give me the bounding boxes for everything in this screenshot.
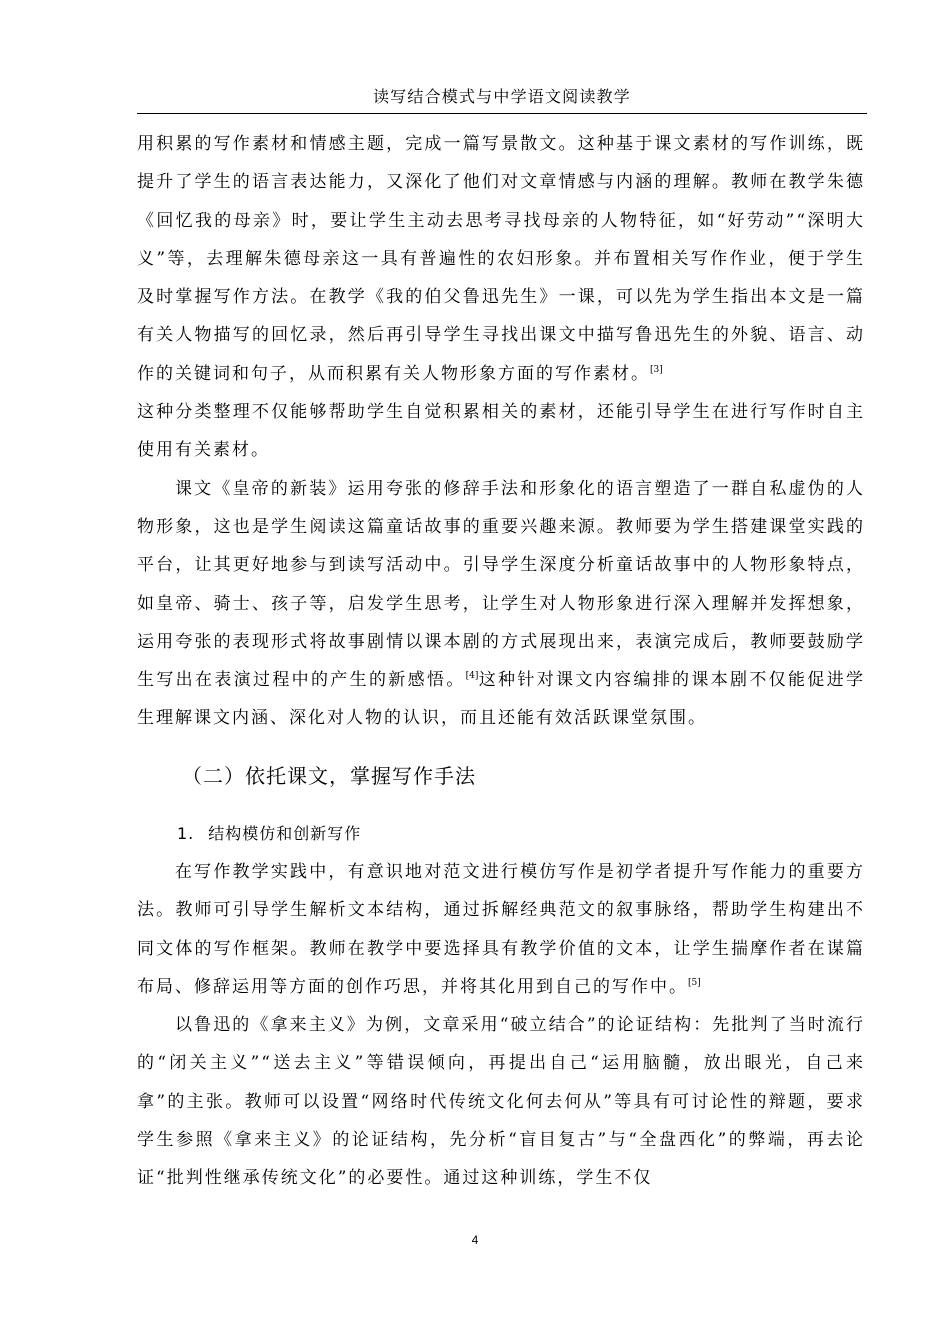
- paragraph-text: 这种针对课文内容编排的课本剧不仅能促进学生理解课文内涵、深化对人物的认识，而且还能有效活跃课堂氛围。: [137, 670, 866, 729]
- citation: [3]: [650, 364, 663, 375]
- subsection-number: 1.: [177, 824, 195, 843]
- subsection-title: 结构模仿和创新写作: [208, 824, 362, 843]
- body-text-bottom: [137, 853, 865, 1198]
- paragraph: [137, 125, 865, 470]
- paragraph-text: 这种分类整理不仅能够帮助学生自觉积累相关的素材，还能引导学生在进行写作时自主使用有关素材。: [137, 402, 865, 461]
- header-rule: [137, 113, 867, 114]
- paragraph-text: 在写作教学实践中，有意识地对范文进行模仿写作是初学者提升写作能力的重要方法。教师可引导学生解析文本结构，通过拆解经典范文的叙事脉络，帮助学生构建出不同文体的写作框架。教师在教学中要选择具有教学价值的文本，让学生揣摩作者在谋篇布局、修辞运用等方面的创作巧思，并将其化用到自己的写作中。: [137, 862, 865, 997]
- paragraph-text: 用积累的写作素材和情感主题，完成一篇写景散文。这种基于课文素材的写作训练，既提升了学生的语言表达能力，又深化了他们对文章情感与内涵的理解。教师在教学朱德《回忆我的母亲》时，要让学生主动去思考寻找母亲的人物特征，如“好劳动”“深明大义”等，去理解朱德母亲这一具有普遍性的农妇形象。并布置相关写作作业，便于学生及时掌握写作方法。在教学《我的伯父鲁迅先生》一课，可以先为学生指出本文是一篇有关人物描写的回忆录，然后再引导学生寻找出课文中描写鲁迅先生的外貌、语言、动作的关键词和句子，从而积累有关人物形象方面的写作素材。: [137, 134, 865, 384]
- page-number: 4: [471, 1233, 479, 1247]
- paragraph: [137, 1006, 865, 1197]
- paragraph: [137, 470, 865, 738]
- paragraph-text: 以鲁迅的《拿来主义》为例，文章采用“破立结合”的论证结构：先批判了当时流行的“闭关主义”“送去主义”等错误倾向，再提出自己“运用脑髓，放出眼光，自己来拿”的主张。教师可以设置“网络时代传统文化何去何从”等具有可讨论性的辩题，要求学生参照《拿来主义》的论证结构，先分析“盲目复古”与“全盘西化”的弊端，再去论证“批判性继承传统文化”的必要性。通过这种训练，学生不仅: [137, 1015, 865, 1189]
- section-heading: （二）依托课文，掌握写作手法: [182, 764, 476, 788]
- citation: [5]: [688, 977, 701, 988]
- paragraph-text: 课文《皇帝的新装》运用夸张的修辞手法和形象化的语言塑造了一群自私虚伪的人物形象，这也是学生阅读这篇童话故事的重要兴趣来源。教师要为学生搭建课堂实践的平台，让其更好地参与到读写活动中。引导学生深度分析童话故事中的人物形象特点，如皇帝、骑士、孩子等，启发学生思考，让学生对人物形象进行深入理解并发挥想象，运用夸张的表现形式将故事剧情以课本剧的方式展现出来，表演完成后，教师要鼓励学生写出在表演过程中的产生的新感悟。: [137, 478, 865, 691]
- citation: [4]: [465, 671, 479, 682]
- paragraph: [137, 853, 865, 1006]
- body-text-top: [137, 125, 865, 738]
- subsection-heading: [177, 820, 361, 848]
- running-header: 读写结合模式与中学语文阅读教学: [372, 87, 631, 106]
